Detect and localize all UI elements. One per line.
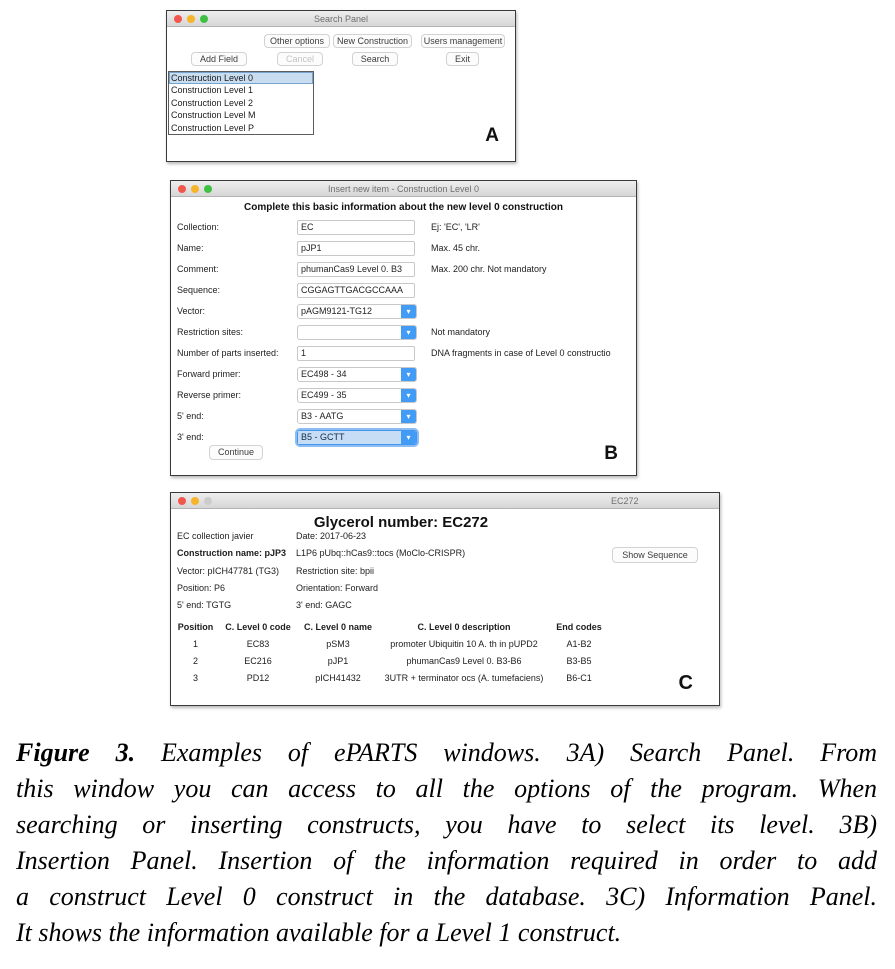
field-row-3-end: [171, 430, 636, 446]
chevron-down-icon: ▾: [401, 368, 416, 381]
restriction-sites-hint: Not mandatory: [431, 327, 491, 337]
zoom-button-disabled: [204, 497, 212, 505]
table-cell: PD12: [246, 673, 270, 683]
caption-line: this window you can access to all the options of the program. When: [16, 774, 877, 803]
table-cell: B3-B5: [566, 656, 592, 666]
date-text: Date: 2017-06-23: [296, 531, 367, 541]
table-cell: 3: [192, 673, 198, 683]
comment-input[interactable]: phumanCas9 Level 0. B3: [297, 262, 415, 277]
table-cell: EC216: [244, 656, 272, 666]
window-title: Search Panel: [313, 14, 369, 24]
field-row-forward-primer: [171, 367, 636, 383]
table-cell: pJP1: [327, 656, 349, 666]
col-header-level0-code: C. Level 0 code: [225, 622, 291, 632]
table-cell: 2: [192, 656, 198, 666]
level0-parts-table: [173, 619, 608, 687]
name-input[interactable]: pJP1: [297, 241, 415, 256]
panel-label-b: B: [604, 443, 618, 464]
window-title-bar: [171, 493, 719, 509]
window-title-bar: [171, 181, 636, 197]
table-cell: EC83: [246, 639, 270, 649]
chevron-down-icon: ▾: [401, 389, 416, 402]
window-title-bar: [167, 11, 515, 27]
restriction-site-text: Restriction site: bpii: [296, 566, 375, 576]
table-cell: pICH41432: [315, 673, 361, 683]
list-item-construction-level-1[interactable]: Construction Level 1: [171, 85, 254, 96]
construction-level-list: [168, 71, 314, 135]
orientation-text: Orientation: Forward: [296, 583, 379, 593]
show-sequence-button[interactable]: Show Sequence: [612, 547, 698, 563]
minimize-button[interactable]: [191, 497, 199, 505]
cancel-button[interactable]: Cancel: [277, 52, 323, 66]
figure-caption: [16, 735, 877, 951]
sequence-input[interactable]: CGGAGTTGACGCCAAA: [297, 283, 415, 298]
panel-label-a: A: [485, 125, 499, 146]
five-prime-end-label: 5' end:: [177, 411, 204, 421]
table-cell: pSM3: [326, 639, 350, 649]
comment-hint: Max. 200 chr. Not mandatory: [431, 264, 547, 274]
three-prime-end-select[interactable]: B5 - GCTT ▾: [297, 430, 417, 445]
glycerol-number-heading: Glycerol number: EC272: [313, 514, 489, 531]
field-row-name: [171, 241, 636, 257]
caption-line: Insertion Panel. Insertion of the information required in order to add: [16, 846, 877, 875]
three-prime-end-label: 3' end:: [177, 432, 204, 442]
exit-button[interactable]: Exit: [446, 52, 479, 66]
collection-label: Collection:: [177, 222, 220, 232]
field-row-restriction-sites: [171, 325, 636, 341]
collection-hint: Ej: 'EC', 'LR': [431, 222, 480, 232]
col-header-level0-description: C. Level 0 description: [417, 622, 511, 632]
number-of-parts-label: Number of parts inserted:: [177, 348, 279, 358]
reverse-primer-label: Reverse primer:: [177, 390, 242, 400]
collection-text: EC collection javier: [177, 531, 254, 541]
search-button[interactable]: Search: [352, 52, 398, 66]
table-cell: 3UTR + terminator ocs (A. tumefaciens): [384, 673, 544, 683]
name-label: Name:: [177, 243, 204, 253]
users-management-button[interactable]: Users management: [421, 34, 505, 48]
figure-label: Figure 3.: [16, 738, 136, 767]
field-row-collection: [171, 220, 636, 236]
chevron-down-icon: ▾: [401, 410, 416, 423]
col-header-end-codes: End codes: [556, 622, 602, 632]
collection-input[interactable]: EC: [297, 220, 415, 235]
number-of-parts-hint: DNA fragments in case of Level 0 constructio: [431, 348, 611, 358]
forward-primer-label: Forward primer:: [177, 369, 241, 379]
close-button[interactable]: [178, 497, 186, 505]
field-row-reverse-primer: [171, 388, 636, 404]
field-row-5-end: [171, 409, 636, 425]
chevron-down-icon: ▾: [401, 326, 416, 339]
field-row-sequence: [171, 283, 636, 299]
window-title: Insert new item - Construction Level 0: [327, 184, 480, 194]
restriction-sites-select[interactable]: [297, 325, 417, 340]
table-cell: phumanCas9 Level 0. B3-B6: [406, 656, 522, 666]
list-item-construction-level-m[interactable]: Construction Level M: [171, 110, 256, 121]
form-header: Complete this basic information about the new level 0 construction: [244, 202, 563, 213]
reverse-primer-select[interactable]: EC499 - 35 ▾: [297, 388, 417, 403]
caption-line: Figure 3. Examples of ePARTS windows. 3A) Search Panel. From: [16, 738, 878, 767]
vector-text: Vector: pICH47781 (TG3): [177, 566, 280, 576]
field-row-vector: [171, 304, 636, 320]
position-text: Position: P6: [177, 583, 226, 593]
caption-line: It shows the information available for a Level 1 construct.: [16, 918, 622, 947]
five-prime-end-text: 5' end: TGTG: [177, 600, 232, 610]
five-prime-end-select[interactable]: B3 - AATG ▾: [297, 409, 417, 424]
list-item-construction-level-0[interactable]: Construction Level 0: [169, 72, 313, 84]
add-field-button[interactable]: Add Field: [191, 52, 247, 66]
construction-name-label: Construction name: pJP3: [177, 548, 287, 558]
construct-info-window: [170, 492, 720, 706]
table-cell: A1-B2: [566, 639, 592, 649]
forward-primer-select[interactable]: EC498 - 34 ▾: [297, 367, 417, 382]
window-title: EC272: [611, 496, 639, 506]
field-row-comment: [171, 262, 636, 278]
restriction-sites-label: Restriction sites:: [177, 327, 244, 337]
panel-label-c: C: [678, 672, 693, 694]
three-prime-end-text: 3' end: GAGC: [296, 600, 352, 610]
col-header-level0-name: C. Level 0 name: [303, 622, 373, 632]
field-row-number-of-parts: [171, 346, 636, 362]
search-panel-window: [166, 10, 516, 162]
continue-button[interactable]: Continue: [209, 445, 263, 460]
sequence-label: Sequence:: [177, 285, 221, 295]
caption-line: a construct Level 0 construct in the database. 3C) Information Panel.: [16, 882, 877, 911]
vector-label: Vector:: [177, 306, 206, 316]
vector-select[interactable]: pAGM9121-TG12 ▾: [297, 304, 417, 319]
new-construction-button[interactable]: New Construction: [333, 34, 412, 48]
table-cell: B6-C1: [566, 673, 592, 683]
caption-line: searching or inserting constructs, you have to select its level. 3B): [16, 810, 877, 839]
comment-label: Comment:: [177, 264, 219, 274]
list-item-construction-level-p[interactable]: Construction Level P: [171, 122, 255, 133]
insert-new-item-window: [170, 180, 637, 476]
col-header-position: Position: [177, 622, 214, 632]
table-cell: promoter Ubiquitin 10 A. th in pUPD2: [390, 639, 538, 649]
table-cell: 1: [192, 639, 198, 649]
chevron-down-icon: ▾: [401, 431, 416, 444]
chevron-down-icon: ▾: [401, 305, 416, 318]
name-hint: Max. 45 chr.: [431, 243, 481, 253]
other-options-button[interactable]: Other options: [264, 34, 330, 48]
number-of-parts-input[interactable]: 1: [297, 346, 415, 361]
list-item-construction-level-2[interactable]: Construction Level 2: [171, 97, 254, 108]
construction-name-value: L1P6 pUbq::hCas9::tocs (MoClo-CRISPR): [296, 548, 466, 558]
